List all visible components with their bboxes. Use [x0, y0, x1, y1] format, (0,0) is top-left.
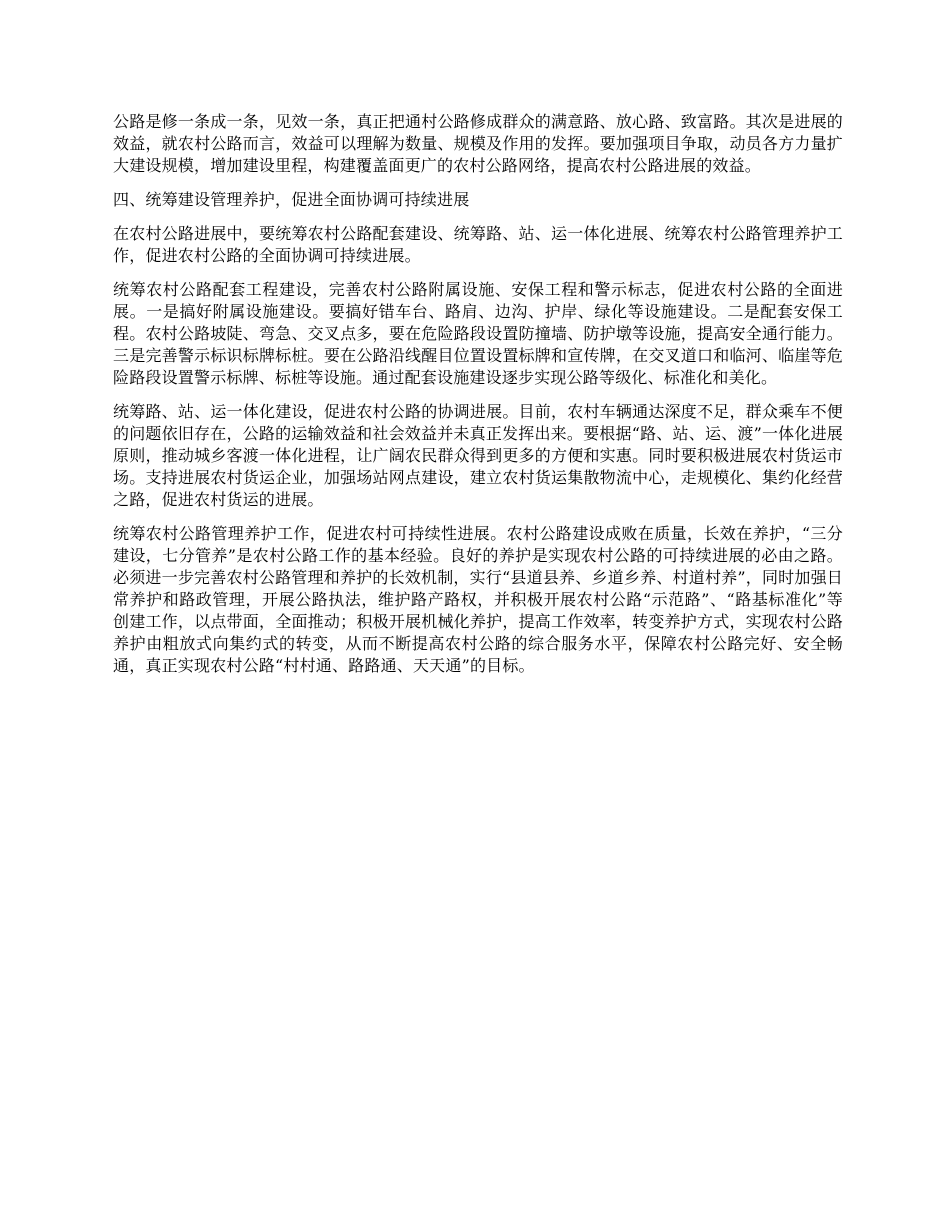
paragraph-road-quality-benefit: 公路是修一条成一条，见效一条，真正把通村公路修成群众的满意路、放心路、致富路。其次是进展的效益，就农村公路而言，效益可以理解为数量、规模及作用的发挥。要加强项目争取，动员各方力量扩大建设规模，增加建设里程，构建覆盖面更广的农村公路网络，提高农村公路进展的效益。	[113, 112, 843, 175]
section-heading-four: 四、统筹建设管理养护，促进全面协调可持续进展	[113, 190, 470, 209]
document-page	[113, 111, 843, 689]
paragraph-overall-coordination: 在农村公路进展中，要统筹农村公路配套建设、统筹路、站、运一体化进展、统筹农村公路管理养护工作，促进农村公路的全面协调可持续进展。	[113, 224, 843, 265]
paragraph-management-maintenance: 统筹农村公路管理养护工作，促进农村可持续性进展。农村公路建设成败在质量，长效在养护，“三分建设，七分管养”是农村公路工作的基本经验。良好的养护是实现农村公路的可持续进展的必由之路。必须进一步完善农村公路管理和养护的长效机制，实行“县道县养、乡道乡养、村道村养”，同时加强日常养护和路政管理，开展公路执法，维护路产路权，并积极开展农村公路“示范路”、“路基标准化”等创建工作，以点带面，全面推动；积极开展机械化养护，提高工作效率，转变养护方式，实现农村公路养护由粗放式向集约式的转变，从而不断提高农村公路的综合服务水平，保障农村公路完好、安全畅通，真正实现农村公路“村村通、路路通、天天通”的目标。	[113, 524, 843, 675]
paragraph-road-station-transport: 统筹路、站、运一体化建设，促进农村公路的协调进展。目前，农村车辆通达深度不足，群众乘车不便的问题依旧存在，公路的运输效益和社会效益并未真正发挥出来。要根据“路、站、运、渡”一体化进展原则，推动城乡客渡一体化进程，让广阔农民群众得到更多的方便和实惠。同时要积极进展农村货运市场。支持进展农村货运企业，加强场站网点建设，建立农村货运集散物流中心，走规模化、集约化经营之路，促进农村货运的进展。	[113, 402, 843, 509]
paragraph-supporting-facilities: 统筹农村公路配套工程建设，完善农村公路附属设施、安保工程和警示标志，促进农村公路的全面进展。一是搞好附属设施建设。要搞好错车台、路肩、边沟、护岸、绿化等设施建设。二是配套安保工程。农村公路坡陡、弯急、交叉点多，要在危险路段设置防撞墙、防护墩等设施，提高安全通行能力。三是完善警示标识标牌标桩。要在公路沿线醒目位置设置标牌和宣传牌，在交叉道口和临河、临崖等危险路段设置警示标牌、标桩等设施。通过配套设施建设逐步实现公路等级化、标准化和美化。	[113, 280, 843, 387]
